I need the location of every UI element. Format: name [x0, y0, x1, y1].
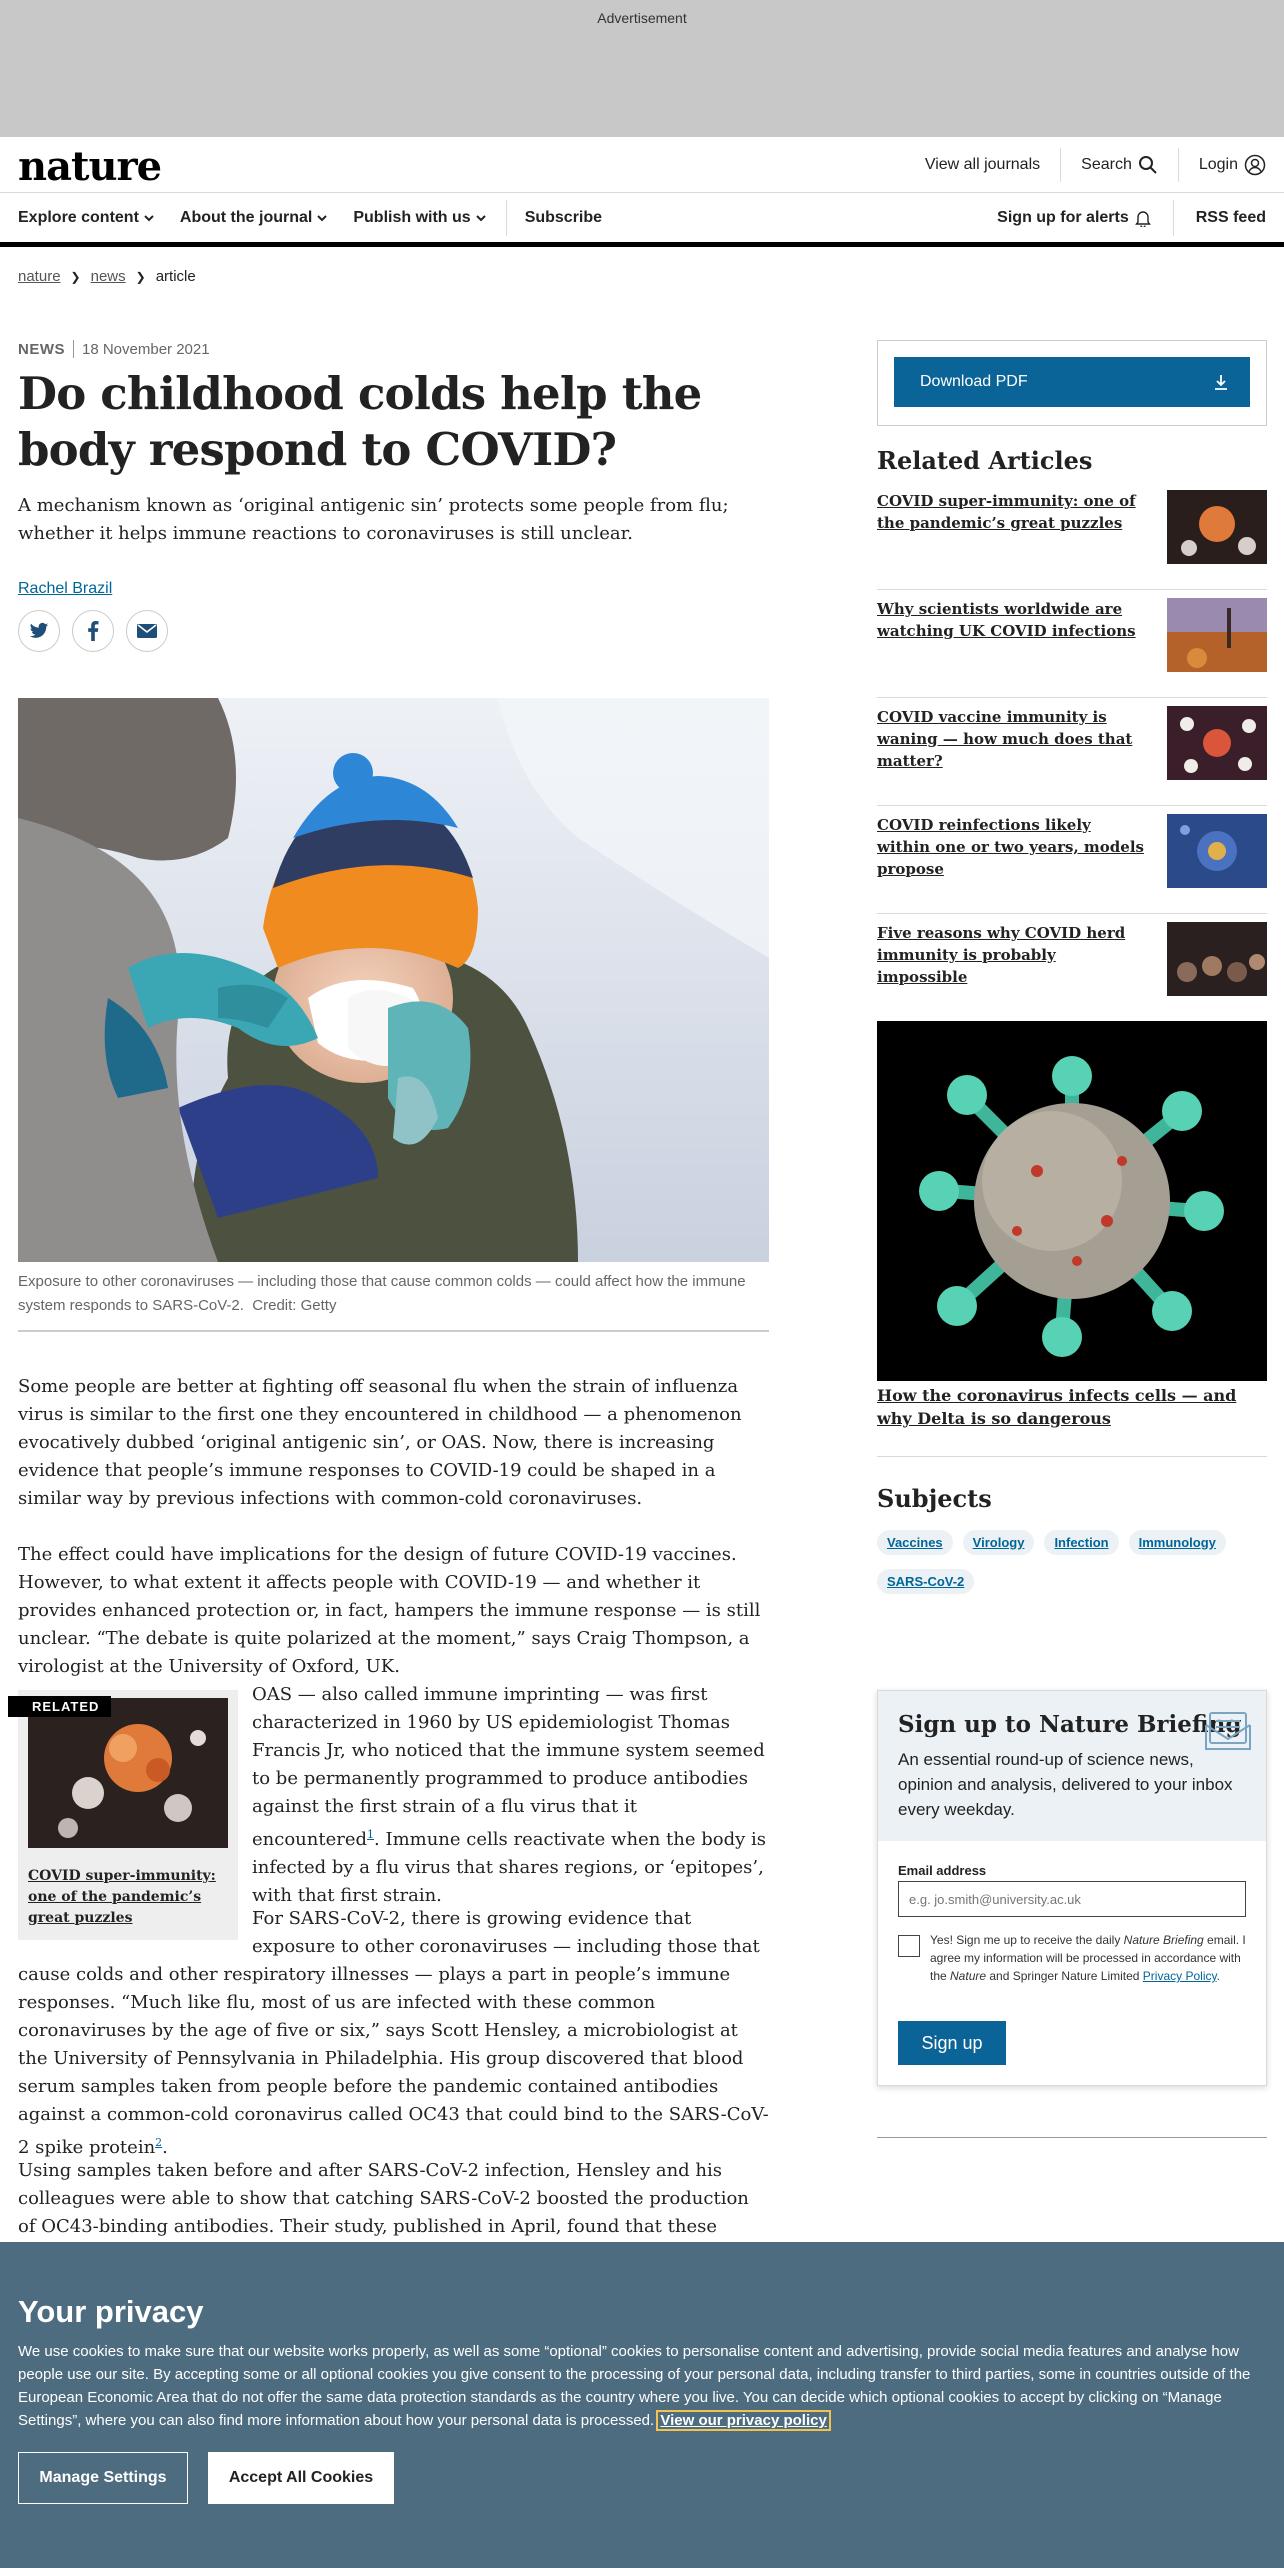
- briefing-header: [878, 1691, 1266, 1841]
- subject-tag-vaccines[interactable]: Vaccines: [877, 1530, 953, 1555]
- main-nav: [0, 193, 1284, 247]
- related-article-item[interactable]: [877, 590, 1267, 698]
- article-standfirst: A mechanism known as ‘original antigenic sin’ protects some people from flu; whether it helps immune reactions to coronaviruses is still unclear.: [18, 495, 729, 544]
- login-label: Login: [1198, 156, 1238, 173]
- reference-1-link[interactable]: 1: [367, 1828, 375, 1841]
- view-all-journals-link[interactable]: [905, 148, 1060, 182]
- inline-related-article[interactable]: [18, 1690, 238, 1940]
- email-label: Email address: [898, 1863, 987, 1878]
- advertisement-banner: [0, 0, 1284, 137]
- rss-feed-link[interactable]: [1173, 200, 1266, 236]
- nav-about-journal[interactable]: [180, 209, 327, 227]
- related-articles-list: [877, 482, 1267, 1022]
- hero-image: [18, 698, 769, 1262]
- briefing-description: An essential round-up of science news, opinion and analysis, delivered to your inbox every weekday.: [898, 1750, 1233, 1819]
- related-article-link[interactable]: COVID super-immunity: one of the pandemic’s great puzzles: [28, 1868, 216, 1926]
- manage-settings-button[interactable]: Manage Settings: [18, 2452, 188, 2504]
- user-icon: [1244, 154, 1266, 176]
- rss-label: RSS feed: [1195, 208, 1266, 226]
- breadcrumb-nature[interactable]: nature: [18, 268, 61, 285]
- consent-text-em2: Nature: [950, 1969, 987, 1983]
- meta-divider: [73, 340, 74, 358]
- breadcrumb-article: article: [155, 268, 196, 285]
- privacy-body: We use cookies to make sure that our website works properly, as well as some “optional” cookies to personalise content and advertising, provide social media features and analyse how people use our site. By accepting some or all optional cookies you give consent to the processing of your personal data, including transfer to third parties, some in countries outside of the European Economic Area that do not offer the same data protection standards as the country where you live. You can decide which optional cookies to accept by clicking on “Manage Settings”, where you can also find more information about how your personal data is processed.: [18, 2343, 1251, 2429]
- briefing-heading: Sign up to Nature Briefing: [898, 1711, 1242, 1738]
- download-pdf-label: Download PDF: [920, 373, 1028, 390]
- advertisement-label: Advertisement: [597, 10, 687, 26]
- breadcrumb: [18, 268, 196, 285]
- nature-briefing-signup: [877, 1690, 1267, 2086]
- feature-article-link[interactable]: How the coronavirus infects cells — and why Delta is so dangerous: [877, 1384, 1267, 1457]
- consent-text-d: .: [1216, 1969, 1220, 1983]
- view-all-journals-label: View all journals: [924, 156, 1041, 173]
- share-email-button[interactable]: [126, 610, 168, 652]
- related-article-link[interactable]: Why scientists worldwide are watching UK COVID infections: [877, 600, 1136, 640]
- download-pdf-box: [877, 340, 1267, 426]
- paragraph-5: Using samples taken before and after SARS-CoV-2 infection, Hensley and his colleagues were able to show that catching SARS-CoV-2 boosted the production of OC43-binding antibodies. Their study, published in April, found that these: [18, 2160, 749, 2237]
- child-blowing-nose-illustration: [18, 698, 769, 1262]
- nature-logo[interactable]: nature: [18, 143, 162, 190]
- privacy-policy-link[interactable]: Privacy Policy: [1142, 1969, 1217, 1983]
- chevron-down-icon: [317, 214, 327, 222]
- related-article-thumbnail: [1167, 922, 1267, 996]
- related-article-item[interactable]: [877, 914, 1267, 1022]
- related-articles-heading: Related Articles: [877, 446, 1093, 475]
- sidebar-divider: [877, 2137, 1267, 2138]
- related-article-thumbnail: [1167, 814, 1267, 888]
- nav-publish-label: Publish with us: [353, 208, 471, 226]
- caption-text: Exposure to other coronaviruses — including those that cause common colds — could affect how the immune system responds to SARS-CoV-2.: [18, 1273, 746, 1314]
- email-field[interactable]: [898, 1881, 1246, 1917]
- accept-all-cookies-button[interactable]: Accept All Cookies: [208, 2452, 394, 2504]
- breadcrumb-news[interactable]: news: [90, 268, 126, 285]
- share-facebook-button[interactable]: [72, 610, 114, 652]
- reference-2-link[interactable]: 2: [155, 2136, 163, 2149]
- nav-divider: [506, 200, 507, 236]
- related-article-link[interactable]: COVID reinfections likely within one or two years, models propose: [877, 816, 1144, 878]
- coronavirus-feature-image: [877, 1021, 1267, 1381]
- download-icon: [1214, 374, 1228, 390]
- caption-credit: Credit: Getty: [252, 1297, 337, 1314]
- related-article-item[interactable]: [877, 698, 1267, 806]
- view-privacy-policy-link[interactable]: View our privacy policy: [660, 2412, 827, 2429]
- email-icon: [137, 624, 157, 638]
- chevron-right-icon: ❯: [135, 269, 146, 284]
- subjects-heading: Subjects: [877, 1484, 992, 1513]
- related-article-link[interactable]: COVID vaccine immunity is waning — how much does that matter?: [877, 708, 1133, 770]
- search-button[interactable]: [1060, 148, 1178, 182]
- related-article-link[interactable]: COVID super-immunity: one of the pandemic’s great puzzles: [877, 492, 1136, 532]
- twitter-icon: [29, 622, 49, 640]
- privacy-text: [18, 2340, 1268, 2432]
- nav-publish-with-us[interactable]: [353, 209, 485, 227]
- paragraph-1: Some people are better at fighting off seasonal flu when the strain of influenza virus is similar to the first one they encountered in childhood — a phenomenon evocatively dubbed ‘original antigenic sin’, or OAS. Now, there is increasing evidence that people’s immune responses to COVID-19 could be shaped in a similar way by previous infections with common-cold coronaviruses.: [18, 1376, 742, 1509]
- related-article-item[interactable]: [877, 482, 1267, 590]
- subject-tag-infection[interactable]: Infection: [1044, 1530, 1118, 1555]
- paragraph-3-text-b: . Immune cells reactivate when the body is infected by a flu virus that shares regions, or ‘epitopes’, with that first strain.: [252, 1829, 766, 1906]
- share-buttons: [18, 610, 180, 652]
- related-tag: RELATED: [8, 1696, 111, 1717]
- chevron-right-icon: ❯: [70, 269, 81, 284]
- subject-tag-virology[interactable]: Virology: [963, 1530, 1035, 1555]
- author-link[interactable]: Rachel Brazil: [18, 580, 113, 597]
- header-actions: [905, 137, 1266, 193]
- nav-explore-content[interactable]: [18, 209, 154, 227]
- article-date: 18 November 2021: [82, 340, 210, 358]
- cookie-consent-banner: [0, 2242, 1284, 2568]
- hero-caption: [18, 1270, 769, 1332]
- nav-about-label: About the journal: [179, 208, 313, 226]
- paragraph-2: The effect could have implications for the design of future COVID-19 vaccines. However, to what extent it affects people with COVID-19 — and whether it provides enhanced protection or, in fact, hampers the immune response — is still unclear. “The debate is quite polarized at the moment,” says Craig Thompson, a virologist at the University of Oxford, UK.: [18, 1544, 761, 1677]
- subject-tag-sars-cov-2[interactable]: SARS-CoV-2: [877, 1569, 974, 1594]
- site-header: [0, 137, 1284, 193]
- bell-icon: [1135, 209, 1151, 227]
- article-meta: [18, 340, 210, 358]
- consent-checkbox[interactable]: [898, 1935, 920, 1957]
- login-button[interactable]: [1178, 148, 1266, 182]
- paragraph-3-text-a: OAS — also called immune imprinting — was first characterized in 1960 by US epidemiologist Thomas Francis Jr, who noticed that the immune system seemed to be permanently programmed to produce antibodies against the first strain of a flu virus that it encountered: [252, 1684, 765, 1850]
- subject-tags: [877, 1530, 1267, 1608]
- chevron-down-icon: [476, 214, 486, 222]
- related-article-thumbnail: [1167, 490, 1267, 564]
- related-article-thumbnail: [1167, 706, 1267, 780]
- related-article-image: [28, 1698, 228, 1848]
- facebook-icon: [87, 621, 99, 641]
- subject-tag-immunology[interactable]: Immunology: [1129, 1530, 1226, 1555]
- share-twitter-button[interactable]: [18, 610, 60, 652]
- nav-subscribe-label: Subscribe: [524, 208, 603, 226]
- consent-text-b: email. I agree my information will be processed in accordance with the: [930, 1933, 1246, 1983]
- related-article-item[interactable]: [877, 806, 1267, 914]
- search-icon: [1138, 155, 1158, 175]
- download-pdf-button[interactable]: [894, 357, 1250, 407]
- sign-up-alerts-link[interactable]: [975, 200, 1173, 236]
- nav-subscribe[interactable]: [525, 209, 602, 227]
- consent-text-em1: Nature Briefing: [1123, 1933, 1204, 1947]
- article-type: NEWS: [18, 340, 65, 358]
- consent-text-c: and Springer Nature Limited: [986, 1969, 1143, 1983]
- paragraph-4: [18, 1905, 769, 2162]
- paragraph-4-text-a: For SARS-CoV-2, there is growing evidence that exposure to other coronaviruses — including those that cause colds and other respiratory illnesses — plays a part in people’s immune responses. “Much like flu, most of us are infected with these common coronaviruses by the age of five or six,” says Scott Hensley, a microbiologist at the University of Pennsylvania in Philadelphia. His group discovered that blood serum samples taken from people before the pandemic contained antibodies against a common-cold coronavirus called OC43 that could bind to the SARS-CoV-2 spike protein: [18, 1908, 769, 2158]
- newsletter-icon: [1204, 1711, 1252, 1751]
- sign-up-button[interactable]: Sign up: [898, 2021, 1006, 2065]
- consent-text: [930, 1931, 1246, 1985]
- coronavirus-illustration: [877, 1021, 1267, 1381]
- article-title: Do childhood colds help the body respond to COVID?: [18, 367, 702, 476]
- privacy-heading: Your privacy: [18, 2294, 204, 2329]
- related-article-link[interactable]: Five reasons why COVID herd immunity is probably impossible: [877, 924, 1126, 986]
- nav-explore-label: Explore content: [18, 208, 139, 226]
- chevron-down-icon: [144, 214, 154, 222]
- search-label: Search: [1081, 156, 1132, 173]
- paragraph-4-text-b: .: [162, 2137, 168, 2158]
- consent-text-a: Yes! Sign me up to receive the daily: [930, 1933, 1124, 1947]
- related-article-thumbnail: [1167, 598, 1267, 672]
- alerts-label: Sign up for alerts: [997, 208, 1129, 226]
